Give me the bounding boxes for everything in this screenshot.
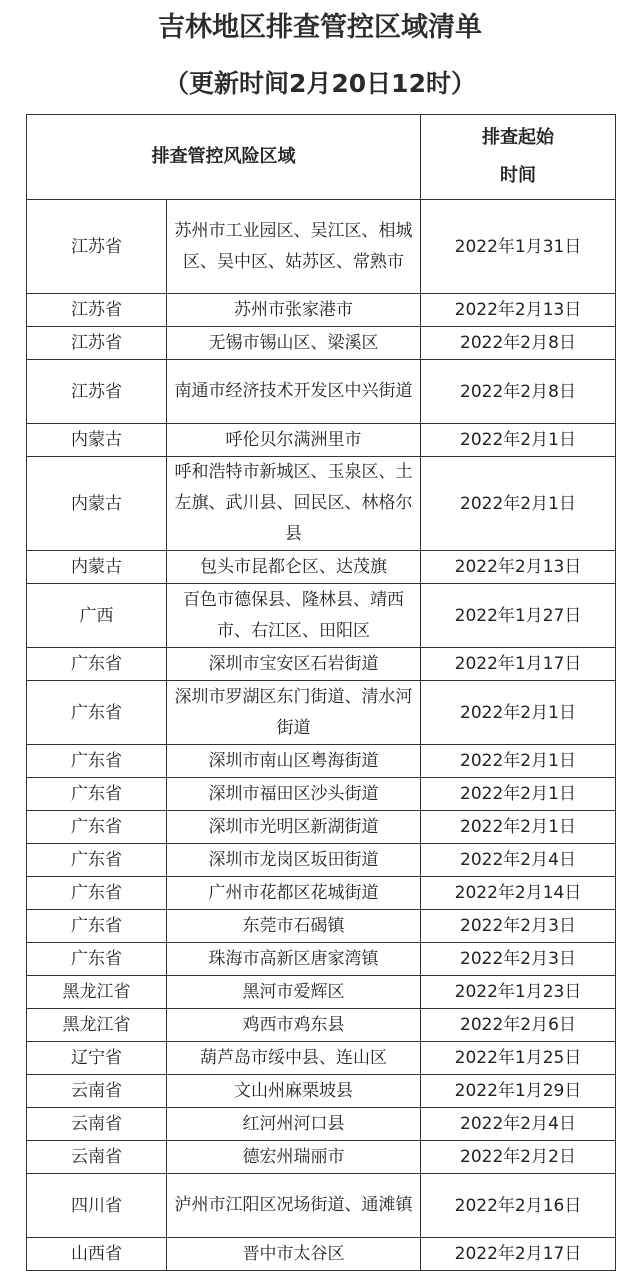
- date-cell: 2022年2月6日: [421, 1009, 616, 1042]
- table-row: [27, 1075, 616, 1108]
- table-row: [27, 1174, 616, 1238]
- area-cell: 苏州市张家港市: [167, 294, 421, 327]
- date-cell: 2022年2月3日: [421, 910, 616, 943]
- area-cell: 包头市昆都仑区、达茂旗: [167, 551, 421, 584]
- table-row: [27, 200, 616, 294]
- date-cell: 2022年2月1日: [421, 424, 616, 457]
- province-cell: 广东省: [27, 811, 167, 844]
- table-row: [27, 943, 616, 976]
- date-cell: 2022年1月29日: [421, 1075, 616, 1108]
- province-cell: 云南省: [27, 1141, 167, 1174]
- area-cell: 晋中市太谷区: [167, 1238, 421, 1271]
- date-cell: 2022年2月14日: [421, 877, 616, 910]
- area-cell: 深圳市龙岗区坂田街道: [167, 844, 421, 877]
- table-row: [27, 745, 616, 778]
- area-cell: 深圳市光明区新湖街道: [167, 811, 421, 844]
- table-row: [27, 1042, 616, 1075]
- date-cell: 2022年2月1日: [421, 778, 616, 811]
- area-cell: 深圳市福田区沙头街道: [167, 778, 421, 811]
- area-cell: 红河州河口县: [167, 1108, 421, 1141]
- province-cell: 广东省: [27, 943, 167, 976]
- area-column-header: 排查管控风险区域: [27, 115, 421, 200]
- table-header-row: [27, 115, 616, 200]
- area-cell: 泸州市江阳区况场街道、通滩镇: [167, 1174, 421, 1238]
- table-row: [27, 457, 616, 551]
- area-cell: 深圳市宝安区石岩街道: [167, 648, 421, 681]
- area-cell: 深圳市罗湖区东门街道、清水河街道: [167, 681, 421, 745]
- area-cell: 苏州市工业园区、吴江区、相城区、吴中区、姑苏区、常熟市: [167, 200, 421, 294]
- area-cell: 东莞市石碣镇: [167, 910, 421, 943]
- date-cell: 2022年2月1日: [421, 811, 616, 844]
- date-cell: 2022年2月16日: [421, 1174, 616, 1238]
- area-cell: 鸡西市鸡东县: [167, 1009, 421, 1042]
- table-row: [27, 877, 616, 910]
- province-cell: 黑龙江省: [27, 1009, 167, 1042]
- table-row: [27, 327, 616, 360]
- province-cell: 广东省: [27, 844, 167, 877]
- area-cell: 葫芦岛市绥中县、连山区: [167, 1042, 421, 1075]
- province-cell: 云南省: [27, 1075, 167, 1108]
- province-cell: 江苏省: [27, 294, 167, 327]
- date-cell: 2022年2月3日: [421, 943, 616, 976]
- time-header-line-1: 排查起始: [482, 127, 554, 148]
- table-row: [27, 648, 616, 681]
- province-cell: 内蒙古: [27, 424, 167, 457]
- table-row: [27, 976, 616, 1009]
- table-row: [27, 360, 616, 424]
- table-row: [27, 1108, 616, 1141]
- province-cell: 广东省: [27, 681, 167, 745]
- area-cell: 深圳市南山区粤海街道: [167, 745, 421, 778]
- table-row: [27, 910, 616, 943]
- table-row: [27, 551, 616, 584]
- table-row: [27, 1141, 616, 1174]
- province-cell: 黑龙江省: [27, 976, 167, 1009]
- date-cell: 2022年2月4日: [421, 1108, 616, 1141]
- table-row: [27, 844, 616, 877]
- area-cell: 文山州麻栗坡县: [167, 1075, 421, 1108]
- date-cell: 2022年2月17日: [421, 1238, 616, 1271]
- page-title: 吉林地区排查管控区域清单: [158, 12, 482, 43]
- table-row: [27, 811, 616, 844]
- time-column-header: [421, 115, 616, 200]
- area-cell: 百色市德保县、隆林县、靖西市、右江区、田阳区: [167, 584, 421, 648]
- table-row: [27, 584, 616, 648]
- province-cell: 江苏省: [27, 200, 167, 294]
- area-cell: 黑河市爱辉区: [167, 976, 421, 1009]
- table-row: [27, 778, 616, 811]
- area-cell: 呼和浩特市新城区、玉泉区、土左旗、武川县、回民区、林格尔县: [167, 457, 421, 551]
- risk-area-table: [26, 114, 616, 1271]
- province-cell: 山西省: [27, 1238, 167, 1271]
- area-cell: 珠海市高新区唐家湾镇: [167, 943, 421, 976]
- province-cell: 内蒙古: [27, 551, 167, 584]
- province-cell: 辽宁省: [27, 1042, 167, 1075]
- date-cell: 2022年1月27日: [421, 584, 616, 648]
- time-header-line-2: 时间: [500, 165, 536, 186]
- province-cell: 广东省: [27, 778, 167, 811]
- table-row: [27, 681, 616, 745]
- table-row: [27, 424, 616, 457]
- province-cell: 广东省: [27, 877, 167, 910]
- area-cell: 无锡市锡山区、梁溪区: [167, 327, 421, 360]
- province-cell: 广东省: [27, 745, 167, 778]
- province-cell: 内蒙古: [27, 457, 167, 551]
- province-cell: 广东省: [27, 910, 167, 943]
- date-cell: 2022年1月17日: [421, 648, 616, 681]
- date-cell: 2022年2月1日: [421, 745, 616, 778]
- province-cell: 广东省: [27, 648, 167, 681]
- province-cell: 四川省: [27, 1174, 167, 1238]
- area-cell: 南通市经济技术开发区中兴街道: [167, 360, 421, 424]
- date-cell: 2022年2月8日: [421, 327, 616, 360]
- table-row: [27, 1009, 616, 1042]
- date-cell: 2022年2月2日: [421, 1141, 616, 1174]
- area-cell: 广州市花都区花城街道: [167, 877, 421, 910]
- province-cell: 广西: [27, 584, 167, 648]
- date-cell: 2022年2月13日: [421, 294, 616, 327]
- date-cell: 2022年1月23日: [421, 976, 616, 1009]
- date-cell: 2022年1月25日: [421, 1042, 616, 1075]
- date-cell: 2022年2月1日: [421, 681, 616, 745]
- province-cell: 云南省: [27, 1108, 167, 1141]
- table-row: [27, 294, 616, 327]
- date-cell: 2022年2月13日: [421, 551, 616, 584]
- area-cell: 德宏州瑞丽市: [167, 1141, 421, 1174]
- province-cell: 江苏省: [27, 327, 167, 360]
- date-cell: 2022年2月1日: [421, 457, 616, 551]
- page-subtitle: （更新时间2月20日12时）: [164, 69, 476, 98]
- date-cell: 2022年2月8日: [421, 360, 616, 424]
- area-cell: 呼伦贝尔满洲里市: [167, 424, 421, 457]
- date-cell: 2022年2月4日: [421, 844, 616, 877]
- table-row: [27, 1238, 616, 1271]
- date-cell: 2022年1月31日: [421, 200, 616, 294]
- province-cell: 江苏省: [27, 360, 167, 424]
